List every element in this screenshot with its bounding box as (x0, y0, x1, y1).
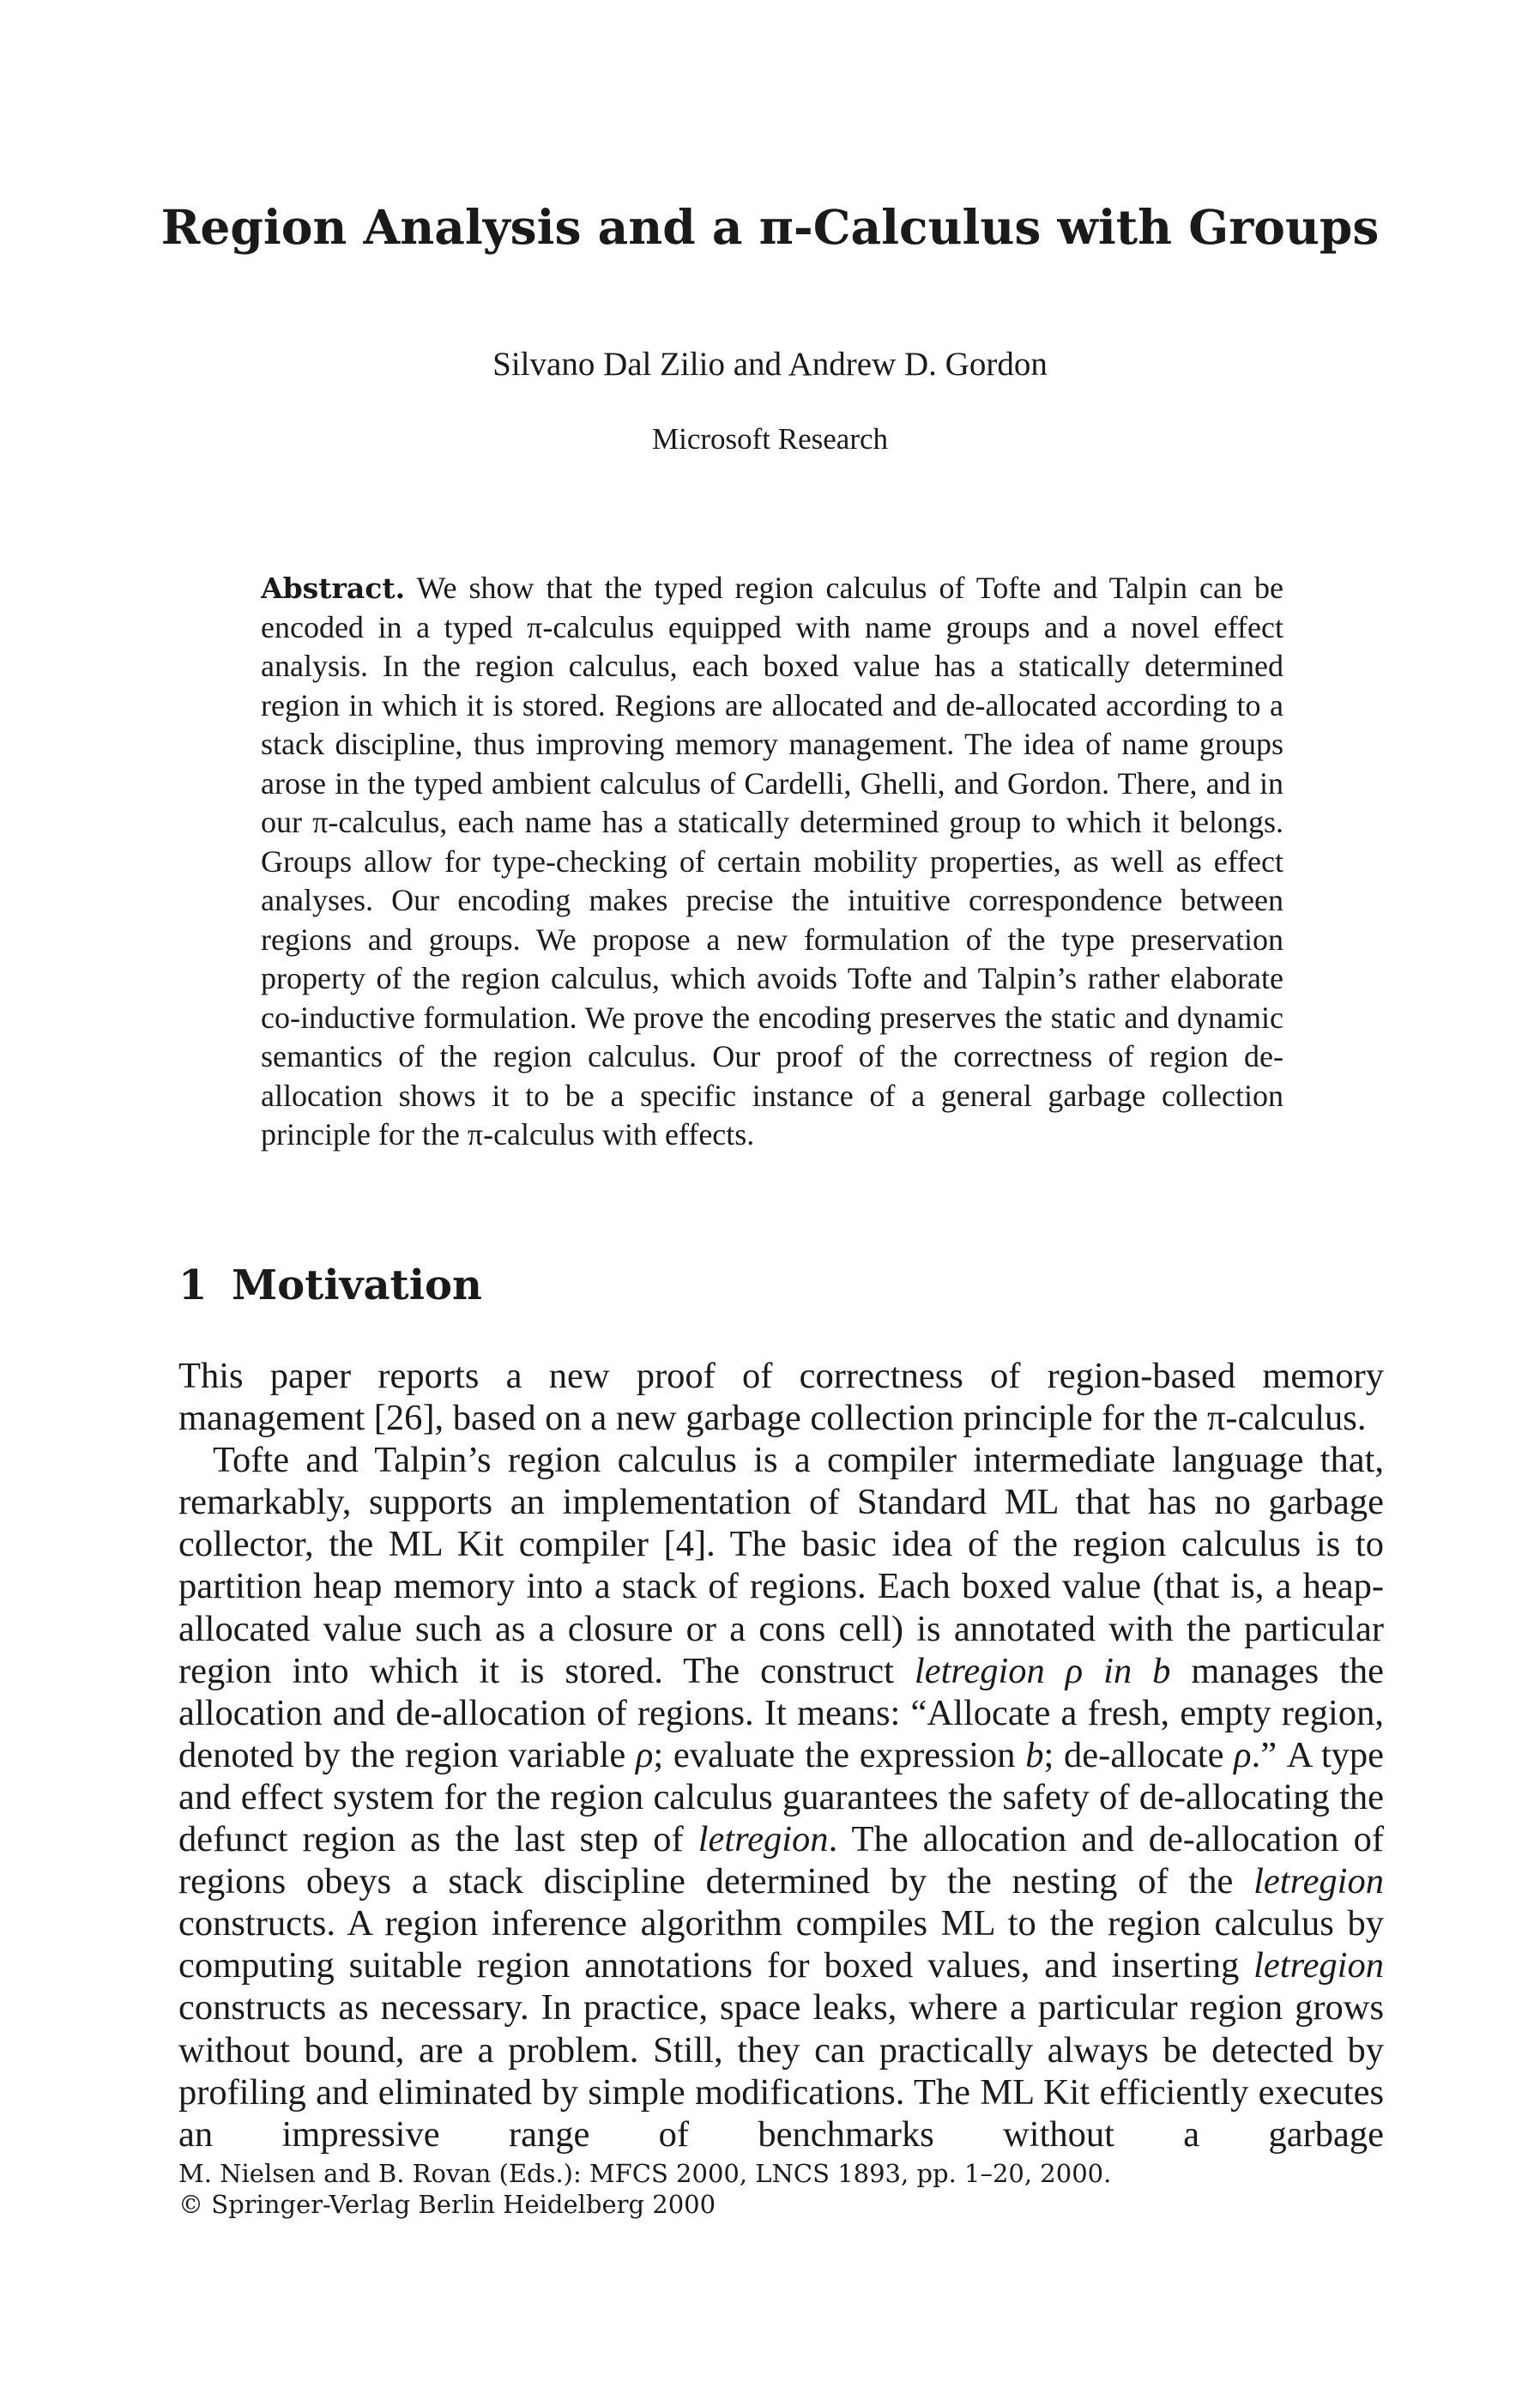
paper-title: Region Analysis and a π-Calculus with Groups (160, 199, 1380, 255)
letregion-keyword: letregion (1253, 1945, 1384, 1986)
rho-variable: ρ (635, 1734, 654, 1775)
body-text (178, 1355, 1384, 2155)
b-variable: b (1025, 1734, 1044, 1775)
section-title: Motivation (232, 1261, 482, 1309)
letregion-construct: letregion ρ in b (914, 1650, 1171, 1691)
p2-text-c: ; evaluate the expression (653, 1734, 1026, 1775)
p2-text-a: Tofte and Talpin’s region calculus is a compiler intermediate language that, remarkably, supports an implementation of Standard ML that has no garbage collector, the ML Kit compiler [4]. The basic idea of the region calculus is to partition heap memory into a stack of regions. Each boxed value (that is, a heap-allocated value such as a closure or a cons cell) is annotated with the particular region into which it is stored. The construct (178, 1440, 1384, 1691)
section-heading (178, 1261, 482, 1309)
footer (178, 2158, 1111, 2220)
p2-text-d: ; de-allocate (1043, 1734, 1235, 1775)
paper-authors: Silvano Dal Zilio and Andrew D. Gordon (492, 346, 1048, 383)
p2-text-e: .” A type and effect system for the region calculus guarantees the safety of de-allocating the defunct region as the last step of (178, 1734, 1384, 1860)
p2-text-f: . The allocation and de-allocation of regions obeys a stack discipline determined by the nesting of the (178, 1819, 1385, 1902)
p2-text-g: constructs. A region inference algorithm compiles ML to the region calculus by computing suitable region annotations for boxed values, and inserting (178, 1903, 1384, 1986)
paper-affiliation: Microsoft Research (651, 422, 889, 456)
p2-text-b: manages the allocation and de-allocation of regions. It means: “Allocate a fresh, empty region, denoted by the region variable (178, 1650, 1385, 1775)
abstract (261, 569, 1283, 1155)
body-paragraph-1: This paper reports a new proof of correctness of region-based memory management [26], based on a new garbage collection principle for the π-calculus. (178, 1356, 1384, 1439)
letregion-keyword: letregion (1253, 1861, 1384, 1902)
p2-text-h: constructs as necessary. In practice, space leaks, where a particular region grows without bound, are a problem. Still, they can practically always be detected by profiling and eliminated by simple modifications. The ML Kit efficiently executes an impressive range of benchmarks without a garbage (178, 1987, 1384, 2155)
abstract-text: We show that the typed region calculus of Tofte and Talpin can be encoded in a typed π-calculus equipped with name groups and a novel effect analysis. In the region calculus, each boxed value has a statically determined region in which it is stored. Regions are allocated and de-allocated according to a stack discipline, thus improving memory management. The idea of name groups arose in the typed ambient calculus of Cardelli, Ghelli, and Gordon. There, and in our π-calculus, each name has a statically determined group to which it belongs. Groups allow for type-checking of certain mobility properties, as well as effect analyses. Our encoding makes precise the intuitive correspondence between regions and groups. We propose a new formulation of the type preservation property of the region calculus, which avoids Tofte and Talpin’s rather elaborate co-inductive formulation. We prove the encoding preserves the static and dynamic semantics of the region calculus. Our proof of the correctness of region de-allocation shows it to be a specific instance of a general garbage collection principle for the π-calculus with effects. (261, 571, 1283, 1152)
letregion-keyword: letregion (698, 1819, 829, 1860)
section-number: 1 (178, 1261, 208, 1309)
footer-citation: M. Nielsen and B. Rovan (Eds.): MFCS 2000, LNCS 1893, pp. 1–20, 2000. (178, 2159, 1112, 2188)
abstract-label: Abstract. (261, 571, 406, 605)
rho-variable: ρ (1234, 1734, 1252, 1775)
body-paragraph-2 (178, 1439, 1384, 2155)
footer-copyright: © Springer-Verlag Berlin Heidelberg 2000 (178, 2190, 716, 2219)
